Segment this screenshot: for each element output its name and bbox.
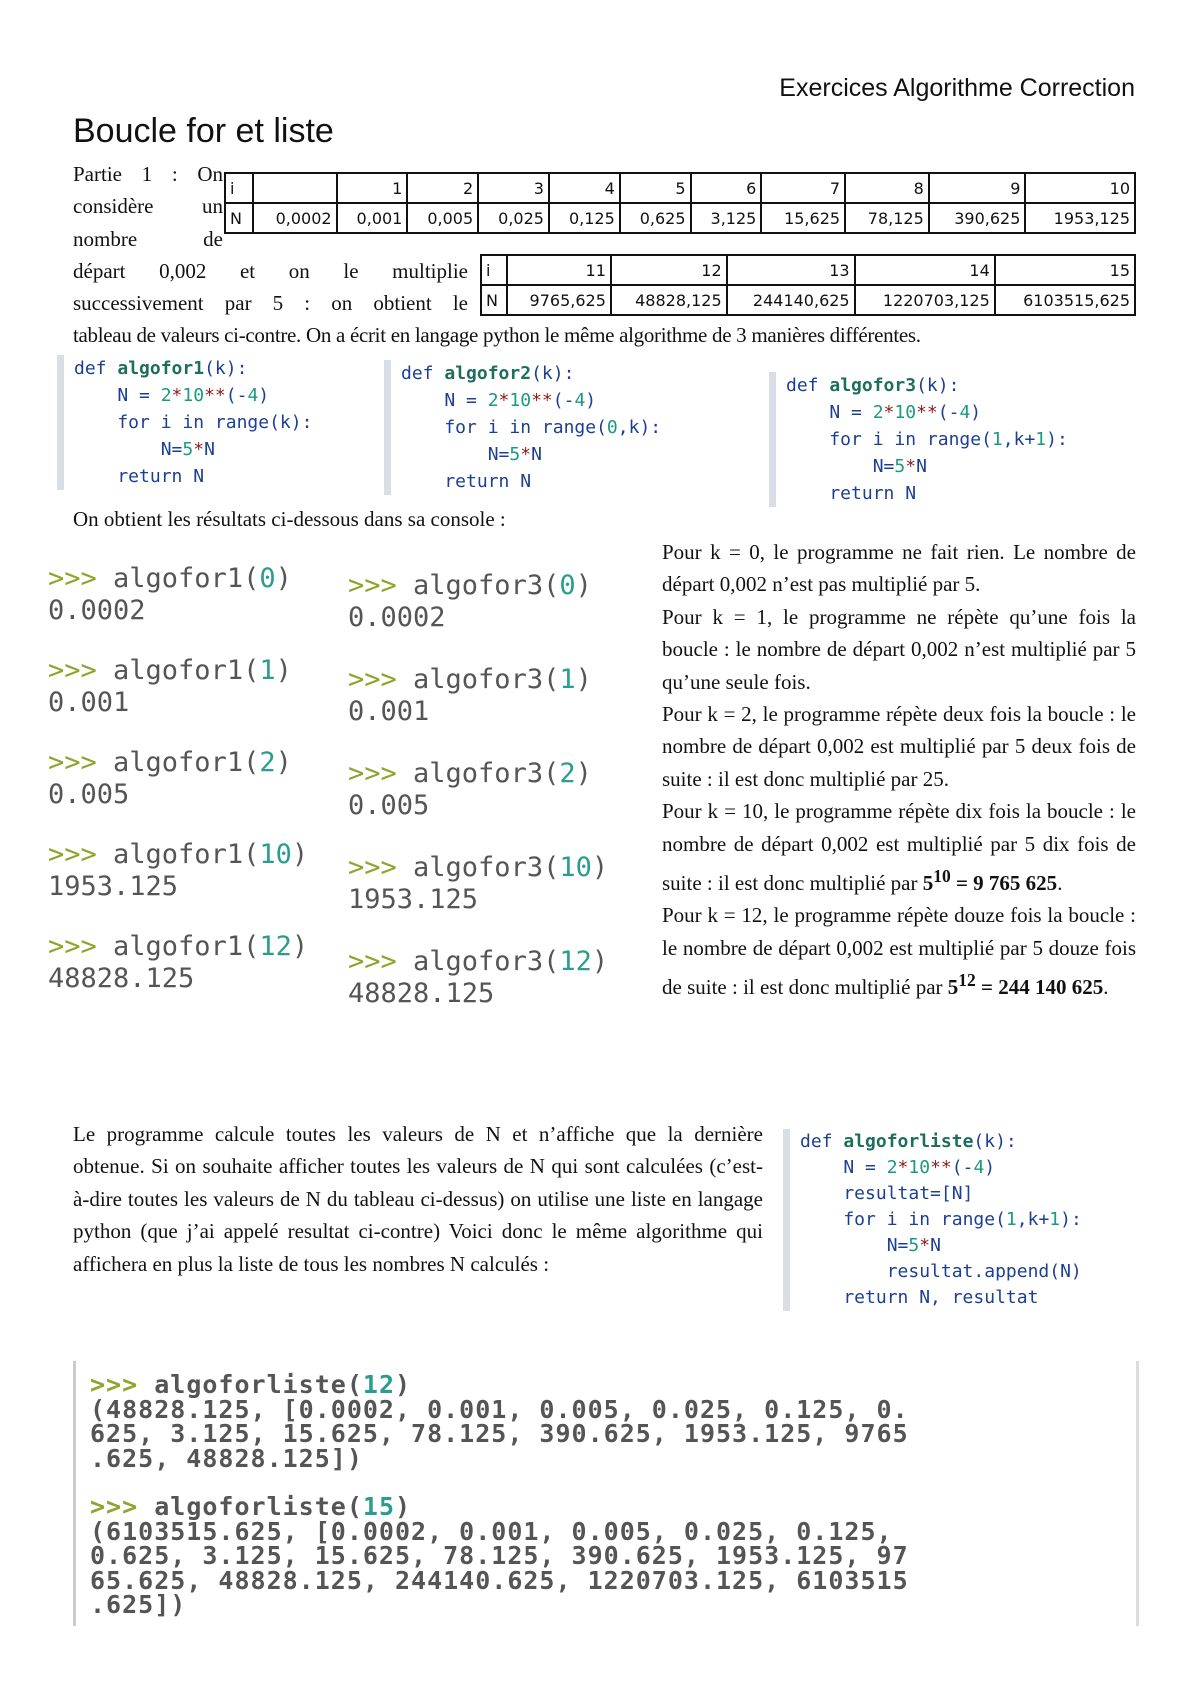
code-token: N = bbox=[786, 402, 873, 423]
console-result: 48828.125 bbox=[48, 963, 195, 994]
console-input: >>> algofor1(12) bbox=[48, 931, 309, 962]
code-token: 5 bbox=[182, 439, 194, 460]
console-result: 1953.125 bbox=[48, 871, 179, 902]
console-intro: On obtient les résultats ci-dessous dans sa console : bbox=[73, 507, 506, 531]
console-input: >>> algoforliste(15) bbox=[90, 1492, 412, 1521]
table-cell: 8 bbox=[845, 173, 929, 203]
function-call: algofor3 bbox=[413, 946, 544, 977]
console-entry bbox=[348, 664, 592, 728]
code-token: 10 bbox=[509, 390, 532, 411]
argument: 0 bbox=[559, 570, 576, 601]
prompt: >>> bbox=[348, 570, 414, 601]
console-result: .625]) bbox=[90, 1590, 187, 1619]
prompt: >>> bbox=[48, 839, 114, 870]
code-token: N = bbox=[74, 385, 161, 406]
prompt: >>> bbox=[48, 563, 114, 594]
code-line bbox=[74, 409, 312, 436]
function-call: algofor3 bbox=[413, 852, 544, 883]
power-base: 5 bbox=[947, 975, 959, 1000]
code-token: for i in bbox=[401, 417, 542, 438]
code-line bbox=[74, 355, 312, 382]
argument: 12 bbox=[362, 1370, 396, 1399]
code-token: algofor1 bbox=[117, 358, 205, 379]
code-token: * bbox=[498, 390, 510, 411]
code-token: return N bbox=[786, 483, 917, 504]
prompt: >>> bbox=[48, 931, 114, 962]
table-cell: i bbox=[225, 173, 253, 203]
code-token: ** bbox=[930, 1157, 952, 1178]
console-input: >>> algofor1(1) bbox=[48, 655, 292, 686]
console-entry bbox=[90, 1370, 1136, 1473]
intro-line: successivement par 5 : on obtient le bbox=[73, 291, 468, 316]
console-result: 1953.125 bbox=[348, 884, 479, 915]
code-token: def bbox=[401, 363, 445, 384]
console-result: 0.0002 bbox=[348, 602, 446, 633]
code-token: (k): bbox=[531, 363, 575, 384]
argument: 15 bbox=[362, 1492, 396, 1521]
argument: 0 bbox=[259, 563, 276, 594]
table-row-i bbox=[225, 173, 1135, 203]
code-token: ): bbox=[1060, 1209, 1082, 1230]
code-token: N= bbox=[74, 439, 183, 460]
function-call: algofor3 bbox=[413, 758, 544, 789]
table-cell: 244140,625 bbox=[727, 285, 855, 315]
console-input: >>> algofor1(2) bbox=[48, 747, 292, 778]
code-token: ** bbox=[531, 390, 553, 411]
prompt: >>> bbox=[348, 758, 414, 789]
power-exponent: 12 bbox=[958, 970, 976, 991]
code-token: 1 bbox=[1049, 1209, 1061, 1230]
table-cell: N bbox=[481, 285, 507, 315]
code-token: range bbox=[541, 417, 597, 438]
code-token: ,k+ bbox=[1016, 1209, 1050, 1230]
prompt: >>> bbox=[48, 747, 114, 778]
code-line bbox=[401, 441, 661, 468]
code-token: (- bbox=[937, 402, 960, 423]
console-input: >>> algoforliste(12) bbox=[90, 1370, 412, 1399]
table-cell: 15,625 bbox=[761, 203, 845, 233]
code-token: ** bbox=[916, 402, 938, 423]
code-line bbox=[800, 1155, 1082, 1181]
explanation-k0: Pour k = 0, le programme ne fait rien. Le nombre de départ 0,002 n’est pas multiplié par 5. bbox=[662, 540, 1136, 597]
code-token: 10 bbox=[894, 402, 917, 423]
console-input: >>> algofor1(0) bbox=[48, 563, 292, 594]
table-cell: 15 bbox=[995, 255, 1135, 285]
code-token: N bbox=[916, 456, 927, 477]
explanation-text: Pour k = 10, le programme répète dix fois la boucle : le nombre de départ 0,002 est multiplié par 5 dix fois de suite : il est donc multiplié par bbox=[662, 799, 1136, 896]
table-cell: 0,001 bbox=[337, 203, 408, 233]
code-line bbox=[74, 436, 312, 463]
code-token: 10 bbox=[908, 1157, 931, 1178]
table-cell: N bbox=[225, 203, 253, 233]
intro-line: Partie 1 : On bbox=[73, 162, 223, 186]
function-call: algoforliste bbox=[154, 1492, 347, 1521]
console-result: 0.001 bbox=[348, 696, 430, 727]
console-input: >>> algofor1(10) bbox=[48, 839, 309, 870]
code-token: range bbox=[214, 412, 270, 433]
console-entry bbox=[48, 655, 292, 719]
table-cell: 4 bbox=[549, 173, 620, 203]
code-token: * bbox=[897, 1157, 909, 1178]
table-cell: 78,125 bbox=[845, 203, 929, 233]
code-token: algoforliste bbox=[843, 1131, 974, 1152]
table-cell: 7 bbox=[761, 173, 845, 203]
explanation-k2: Pour k = 2, le programme répète deux fois la boucle : le nombre de départ 0,002 est multiplié par 5 deux fois de suite : il est donc multiplié par 25. bbox=[662, 702, 1136, 791]
intro-line: considère un bbox=[73, 194, 223, 219]
code-line bbox=[786, 480, 1068, 507]
code-token: 2 bbox=[160, 385, 172, 406]
code-line bbox=[74, 463, 312, 490]
console-result: 0.0002 bbox=[48, 595, 146, 626]
code-token: ) bbox=[984, 1157, 996, 1178]
code-token: ** bbox=[204, 385, 226, 406]
code-token: * bbox=[520, 444, 532, 465]
table-cell: 1 bbox=[337, 173, 408, 203]
table-row-N bbox=[225, 203, 1135, 233]
code-token: ( bbox=[981, 429, 992, 450]
console-entry bbox=[48, 839, 308, 903]
console-input: >>> algofor3(12) bbox=[348, 946, 609, 977]
page-header: Exercices Algorithme Correction bbox=[779, 74, 1135, 102]
code-token: 5 bbox=[509, 444, 521, 465]
function-call: algofor1 bbox=[113, 747, 244, 778]
code-line bbox=[800, 1181, 1082, 1207]
code-token: N= bbox=[786, 456, 895, 477]
code-token: return N bbox=[74, 466, 205, 487]
code-token: * bbox=[905, 456, 917, 477]
table-cell: 6103515,625 bbox=[995, 285, 1135, 315]
code-line bbox=[786, 426, 1068, 453]
code-line bbox=[401, 360, 661, 387]
argument: 12 bbox=[259, 931, 292, 962]
table-cell: 3,125 bbox=[691, 203, 762, 233]
code-line bbox=[74, 382, 312, 409]
code-token: (- bbox=[225, 385, 248, 406]
console-output-algoforliste bbox=[73, 1361, 1139, 1626]
console-entry bbox=[48, 747, 292, 811]
list-paragraph: Le programme calcule toutes les valeurs de N et n’affiche que la dernière obtenue. Si on souhaite afficher toutes les valeurs de N qui sont calculées (c’est-à-dire toutes les valeurs de N du tableau ci-dessus) on utilise une liste en langage python (que j’ai appelé resultat ci-contre) Voici donc le même algorithme qui affichera en plus la liste de tous les nombres N calculés : bbox=[73, 1122, 763, 1276]
table-cell: 0,005 bbox=[407, 203, 478, 233]
code-token: 2 bbox=[872, 402, 884, 423]
code-token: * bbox=[919, 1235, 931, 1256]
argument: 10 bbox=[559, 852, 592, 883]
code-token: 5 bbox=[894, 456, 906, 477]
code-token: ) bbox=[970, 402, 982, 423]
code-token: ,k): bbox=[617, 417, 662, 438]
code-token: 1 bbox=[1035, 429, 1047, 450]
console-result: 625, 3.125, 15.625, 78.125, 390.625, 1953.125, 9765 bbox=[90, 1419, 909, 1448]
table-cell: 5 bbox=[620, 173, 691, 203]
table-cell: 1953,125 bbox=[1025, 203, 1135, 233]
code-token: 2 bbox=[487, 390, 499, 411]
table-cell: 0,0002 bbox=[253, 203, 337, 233]
argument: 12 bbox=[559, 946, 592, 977]
table-cell: 1220703,125 bbox=[855, 285, 995, 315]
table-cell: 0,625 bbox=[620, 203, 691, 233]
code-token: def bbox=[74, 358, 118, 379]
intro-part2 bbox=[73, 255, 468, 320]
code-token: return N, resultat bbox=[800, 1287, 1039, 1308]
function-call: algofor1 bbox=[113, 655, 244, 686]
console-result: 0.005 bbox=[48, 779, 130, 810]
code-token: * bbox=[883, 402, 895, 423]
function-call: algofor3 bbox=[413, 664, 544, 695]
intro-line: tableau de valeurs ci-contre. On a écrit en langage python le même algorithme de 3 manières différentes. bbox=[73, 323, 921, 347]
table-cell: 13 bbox=[727, 255, 855, 285]
explanation-k10: Pour k = 10, le programme répète dix fois la boucle : le nombre de départ 0,002 est multiplié par 5 dix fois de suite : il est donc multiplié par $5^{10} = 9$ 765 625. bbox=[662, 799, 1136, 896]
console-entry bbox=[348, 852, 608, 916]
argument: 1 bbox=[559, 664, 576, 695]
prompt: >>> bbox=[90, 1492, 155, 1521]
code-token: N= bbox=[800, 1235, 909, 1256]
table-cell: 6 bbox=[691, 173, 762, 203]
code-token: 4 bbox=[574, 390, 586, 411]
code-token: N= bbox=[401, 444, 510, 465]
prompt: >>> bbox=[90, 1370, 155, 1399]
code-token: (k): bbox=[916, 375, 960, 396]
console-result: (48828.125, [0.0002, 0.001, 0.005, 0.025, 0.125, 0. bbox=[90, 1394, 909, 1424]
argument: 2 bbox=[559, 758, 576, 789]
console-result: 0.005 bbox=[348, 790, 430, 821]
code-token: (- bbox=[951, 1157, 974, 1178]
code-line bbox=[786, 372, 1068, 399]
code-token: N = bbox=[401, 390, 488, 411]
console-result: 65.625, 48828.125, 244140.625, 1220703.125, 6103515 bbox=[90, 1565, 909, 1595]
function-call: algofor1 bbox=[113, 931, 244, 962]
function-call: algofor3 bbox=[413, 570, 544, 601]
table-cell: i bbox=[481, 255, 507, 285]
code-token: def bbox=[786, 375, 830, 396]
console-input: >>> algofor3(0) bbox=[348, 570, 592, 601]
function-call: algofor1 bbox=[113, 839, 244, 870]
console-result: (6103515.625, [0.0002, 0.001, 0.005, 0.025, 0.125, bbox=[90, 1516, 893, 1546]
table-cell: 11 bbox=[507, 255, 611, 285]
code-token: N bbox=[531, 444, 542, 465]
table-cell: 14 bbox=[855, 255, 995, 285]
code-token: 2 bbox=[886, 1157, 898, 1178]
code-token: ( bbox=[596, 417, 607, 438]
code-line bbox=[401, 468, 661, 495]
table-row-i bbox=[481, 255, 1135, 285]
code-token: N bbox=[204, 439, 215, 460]
code-token: ) bbox=[585, 390, 597, 411]
code-token: return N bbox=[401, 471, 532, 492]
explanation bbox=[662, 536, 1136, 1004]
function-call: algoforliste bbox=[154, 1370, 347, 1399]
table-cell: 10 bbox=[1025, 173, 1135, 203]
power-result: = 244 140 625 bbox=[975, 975, 1104, 1000]
page-title: Boucle for et liste bbox=[73, 112, 334, 150]
table-cell: 2 bbox=[407, 173, 478, 203]
code-token: 4 bbox=[973, 1157, 985, 1178]
code-line bbox=[800, 1259, 1082, 1285]
code-token: range bbox=[940, 1209, 996, 1230]
code-token: 4 bbox=[959, 402, 971, 423]
code-algofor1 bbox=[57, 355, 312, 490]
code-line bbox=[401, 414, 661, 441]
prompt: >>> bbox=[348, 852, 414, 883]
explanation-k1: Pour k = 1, le programme ne répète qu’une fois la boucle : le nombre de départ 0,002 n’est multiplié par 5 qu’une seule fois. bbox=[662, 604, 1136, 694]
code-token: for i in bbox=[74, 412, 215, 433]
code-token: resultat.append(N) bbox=[800, 1261, 1082, 1282]
code-token: algofor3 bbox=[829, 375, 917, 396]
console-entry bbox=[348, 570, 592, 634]
intro-line: nombre de bbox=[73, 226, 223, 251]
code-token: for i in bbox=[786, 429, 927, 450]
console-entry bbox=[348, 758, 592, 822]
console-entry bbox=[48, 563, 292, 627]
console-entry bbox=[90, 1492, 1136, 1619]
code-algoforliste bbox=[783, 1129, 1082, 1311]
code-token: def bbox=[800, 1131, 844, 1152]
code-line bbox=[786, 453, 1068, 480]
power-result: = 9 765 625 bbox=[950, 871, 1058, 896]
code-token: range bbox=[926, 429, 982, 450]
code-token: (k): bbox=[973, 1131, 1017, 1152]
argument: 2 bbox=[259, 747, 276, 778]
console-input: >>> algofor3(10) bbox=[348, 852, 609, 883]
values-table-1 bbox=[224, 172, 1136, 234]
console-result: 0.001 bbox=[48, 687, 130, 718]
console-result: .625, 48828.125]) bbox=[90, 1443, 363, 1473]
code-token: (- bbox=[552, 390, 575, 411]
code-token: (k): bbox=[204, 358, 248, 379]
console-entry bbox=[48, 931, 308, 995]
code-token: ,k+ bbox=[1002, 429, 1036, 450]
code-token: * bbox=[171, 385, 183, 406]
power-exponent: 10 bbox=[933, 866, 951, 887]
table-cell: 9765,625 bbox=[507, 285, 611, 315]
explanation-text: Pour k = 12, le programme répète douze fois la boucle : le nombre de départ 0,002 est multiplié par 5 douze fois de suite : il est donc multiplié par bbox=[662, 903, 1136, 1000]
table-cell: 12 bbox=[611, 255, 727, 285]
code-line bbox=[800, 1207, 1082, 1233]
explanation-k12: Pour k = 12, le programme répète douze fois la boucle : le nombre de départ 0,002 est multiplié par 5 douze fois de suite : il est donc multiplié par $5^{12} = 244$ 140 625. bbox=[662, 903, 1136, 1000]
prompt: >>> bbox=[348, 664, 414, 695]
argument: 1 bbox=[259, 655, 276, 686]
code-token: 0 bbox=[606, 417, 618, 438]
table-cell: 390,625 bbox=[929, 203, 1026, 233]
console-input: >>> algofor3(1) bbox=[348, 664, 592, 695]
code-token: resultat=[N] bbox=[800, 1183, 974, 1204]
intro-part1 bbox=[73, 158, 223, 255]
power-base: 5 bbox=[922, 871, 934, 896]
code-token: algofor2 bbox=[444, 363, 532, 384]
table-cell: 48828,125 bbox=[611, 285, 727, 315]
code-token: ): bbox=[1046, 429, 1068, 450]
code-token: 4 bbox=[247, 385, 259, 406]
console-input: >>> algofor3(2) bbox=[348, 758, 592, 789]
code-token: for i in bbox=[800, 1209, 941, 1230]
table-cell: 9 bbox=[929, 173, 1026, 203]
code-line bbox=[800, 1233, 1082, 1259]
code-token: 5 bbox=[908, 1235, 920, 1256]
prompt: >>> bbox=[48, 655, 114, 686]
code-token: N bbox=[930, 1235, 941, 1256]
code-token: 1 bbox=[1005, 1209, 1017, 1230]
values-table-2 bbox=[480, 254, 1136, 316]
table-cell bbox=[253, 173, 337, 203]
code-line bbox=[786, 399, 1068, 426]
console-result: 0.625, 3.125, 15.625, 78.125, 390.625, 1953.125, 97 bbox=[90, 1541, 909, 1570]
argument: 10 bbox=[259, 839, 292, 870]
code-token: ) bbox=[258, 385, 270, 406]
code-token: * bbox=[193, 439, 205, 460]
intro-line: départ 0,002 et on le multiplie bbox=[73, 259, 468, 283]
code-token: N = bbox=[800, 1157, 887, 1178]
code-algofor2 bbox=[384, 360, 661, 495]
table-cell: 3 bbox=[478, 173, 549, 203]
code-line bbox=[800, 1285, 1082, 1311]
code-token: 10 bbox=[182, 385, 205, 406]
console-entry bbox=[348, 946, 608, 1010]
code-token: ( bbox=[995, 1209, 1006, 1230]
code-line bbox=[800, 1129, 1082, 1155]
code-line bbox=[401, 387, 661, 414]
code-token: (k): bbox=[269, 412, 313, 433]
code-token: 1 bbox=[991, 429, 1003, 450]
table-cell: 0,025 bbox=[478, 203, 549, 233]
table-cell: 0,125 bbox=[549, 203, 620, 233]
function-call: algofor1 bbox=[113, 563, 244, 594]
table-row-N bbox=[481, 285, 1135, 315]
code-algofor3 bbox=[769, 372, 1068, 507]
console-result: 48828.125 bbox=[348, 978, 495, 1009]
prompt: >>> bbox=[348, 946, 414, 977]
